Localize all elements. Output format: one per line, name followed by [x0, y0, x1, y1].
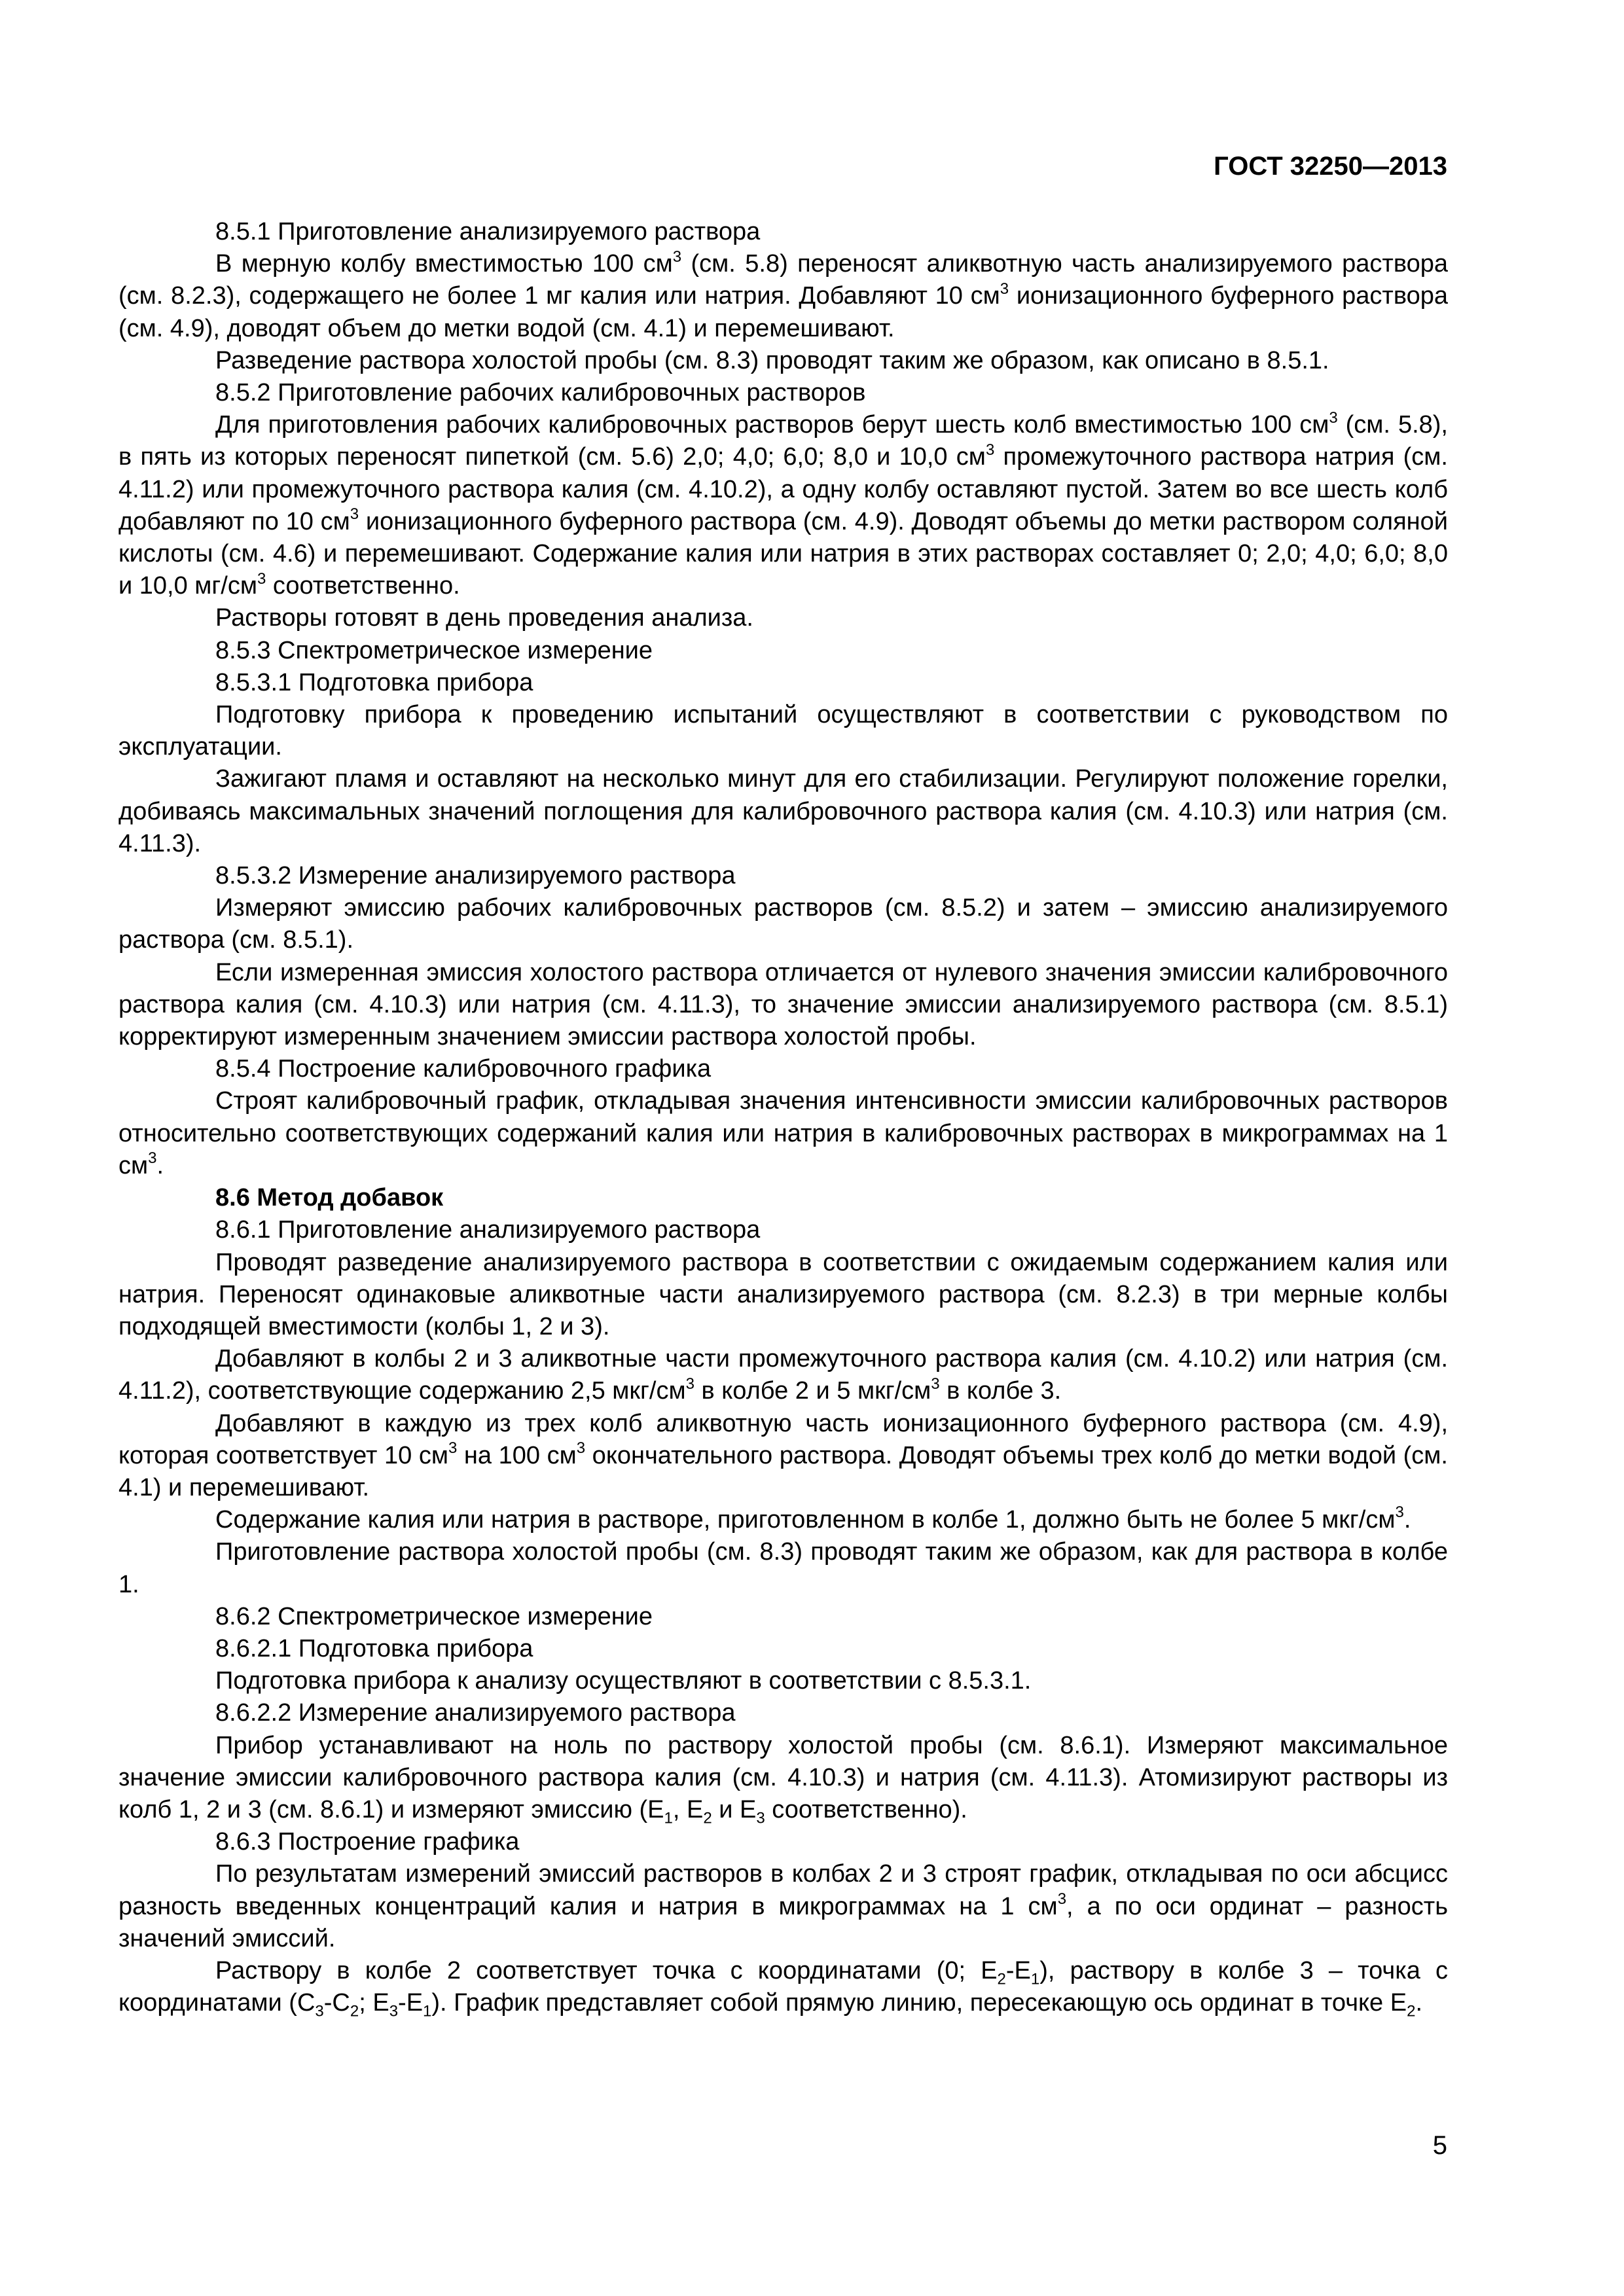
section-heading-8-5-3-2: 8.5.3.2 Измерение анализируемого раствора: [215, 862, 736, 890]
section-heading-8-6-2: 8.6.2 Спектрометрическое измерение: [215, 1602, 653, 1630]
paragraph: Измеряют эмиссию рабочих калибровочных растворов (см. 8.5.2) и затем – эмиссию анализируемого раствора (см. 8.5.1).: [118, 894, 1448, 954]
section-heading-8-5-2: 8.5.2 Приготовление рабочих калибровочных растворов: [215, 379, 866, 407]
section-heading-8-6: 8.6 Метод добавок: [215, 1184, 444, 1212]
page-number: 5: [1432, 2131, 1447, 2160]
section-heading-8-5-3-1: 8.5.3.1 Подготовка прибора: [215, 668, 533, 696]
paragraph: Добавляют в каждую из трех колб аликвотную часть ионизационного буферного раствора (см. 4.9), которая соответствует 10 $см^3$ на 100 $см^3$ окончательного раствора. Доводят объемы трех колб до метки водой (см. 4.1) и перемешивают.: [118, 1409, 1448, 1501]
section-heading-8-6-1: 8.6.1 Приготовление анализируемого раствора: [215, 1216, 761, 1244]
paragraph: Если измеренная эмиссия холостого раствора отличается от нулевого значения эмиссии калибровочного раствора калия (см. 4.10.3) или натрия (см. 4.11.3), то значение эмиссии анализируемого раствора (см. 8.5.1) корректируют измеренным значением эмиссии раствора холостой пробы.: [118, 958, 1448, 1051]
paragraph: Подготовку прибора к проведению испытаний осуществляют в соответствии с руководством по эксплуатации.: [118, 701, 1448, 761]
paragraph: Разведение раствора холостой пробы (см. 8.3) проводят таким же образом, как описано в 8.5.1.: [215, 346, 1329, 374]
paragraph: Прибор устанавливают на ноль по раствору холостой пробы (см. 8.6.1). Измеряют максимальное значение эмиссии калибровочного раствора калия (см. 4.10.3) и натрия (см. 4.11.3). Атомизируют растворы из колб 1, 2 и 3 (см. 8.6.1) и измеряют эмиссию ($Е_1$, $Е_2$ и $Е_3$ соответственно).: [118, 1731, 1448, 1827]
paragraph: Раствору в колбе 2 соответствует точка с координатами (0; $Е_2-Е_1$), раствору в колбе 3 – точка с координатами ($С_3-С_2$; $Е_3-Е_1$). График представляет собой прямую линию, пересекающую ось ординат в точке $Е_2$.: [118, 1956, 1448, 2020]
section-heading-8-5-3: 8.5.3 Спектрометрическое измерение: [215, 636, 653, 664]
section-heading-8-6-2-1: 8.6.2.1 Подготовка прибора: [215, 1634, 533, 1662]
paragraph: Содержание калия или натрия в растворе, приготовленном в колбе 1, должно быть не более 5 мкг/$см^3$.: [215, 1503, 1411, 1534]
paragraph: По результатам измерений эмиссий растворов в колбах 2 и 3 строят график, откладывая по оси абсцисс разность введенных концентраций калия и натрия в микрограммах на 1 $см^3$, а по оси ординат – разность значений эмиссий.: [118, 1860, 1449, 1952]
standard-header: ГОСТ 32250—2013: [1214, 152, 1447, 181]
paragraph: Для приготовления рабочих калибровочных растворов берут шесть колб вместимостью 100 $см^3$ (см. 5.8), в пять из которых переносят пипеткой (см. 5.6) 2,0; 4,0; 6,0; 8,0 и 10,0 $см^3$ промежуточного раствора натрия (см. 4.11.2) или промежуточного раствора калия (см. 4.10.2), а одну колбу оставляют пустой. Затем во все шесть колб добавляют по 10 $см^3$ ионизационного буферного раствора (см. 4.9). Доводят объемы до метки раствором соляной кислоты (см. 4.6) и перемешивают. Содержание калия или натрия в этих растворах составляет 0; 2,0; 4,0; 6,0; 8,0 и 10,0 $мг/см^3$ соответственно.: [118, 408, 1448, 600]
paragraph: Подготовка прибора к анализу осуществляют в соответствии с 8.5.3.1.: [215, 1667, 1032, 1695]
section-heading-8-5-4: 8.5.4 Построение калибровочного графика: [215, 1055, 712, 1083]
paragraph: Проводят разведение анализируемого раствора в соответствии с ожидаемым содержанием калия или натрия. Переносят одинаковые аликвотные части анализируемого раствора (см. 8.2.3) в три мерные колбы подходящей вместимости (колбы 1, 2 и 3).: [118, 1248, 1448, 1340]
paragraph: Строят калибровочный график, откладывая значения интенсивности эмиссии калибровочных растворов относительно соответствующих содержаний калия или натрия в калибровочных растворах в микрограммах на 1 $см^3$.: [118, 1087, 1448, 1179]
paragraph: В мерную колбу вместимостью 100 $см^3$ (см. 5.8) переносят аликвотную часть анализируемого раствора (см. 8.2.3), содержащего не более 1 мг калия или натрия. Добавляют 10 $см^3$ ионизационного буферного раствора (см. 4.9), доводят объем до метки водой (см. 4.1) и перемешивают.: [118, 247, 1448, 342]
paragraph: Приготовление раствора холостой пробы (см. 8.3) проводят таким же образом, как для раствора в колбе 1.: [118, 1538, 1448, 1598]
section-heading-8-6-3: 8.6.3 Построение графика: [215, 1828, 520, 1856]
paragraph: Растворы готовят в день проведения анализа.: [215, 604, 753, 632]
section-heading-8-5-1: 8.5.1 Приготовление анализируемого раствора: [215, 218, 761, 245]
paragraph: Добавляют в колбы 2 и 3 аликвотные части промежуточного раствора калия (см. 4.10.2) или натрия (см. 4.11.2), соответствующие содержанию 2,5 мкг/$см^3$ в колбе 2 и 5 мкг/$см^3$ в колбе 3.: [118, 1345, 1448, 1405]
paragraph: Зажигают пламя и оставляют на несколько минут для его стабилизации. Регулируют положение горелки, добиваясь максимальных значений поглощения для калибровочного раствора калия (см. 4.10.3) или натрия (см. 4.11.3).: [118, 765, 1448, 857]
document-body: [118, 216, 1448, 2019]
section-heading-8-6-2-2: 8.6.2.2 Измерение анализируемого раствора: [215, 1699, 736, 1727]
